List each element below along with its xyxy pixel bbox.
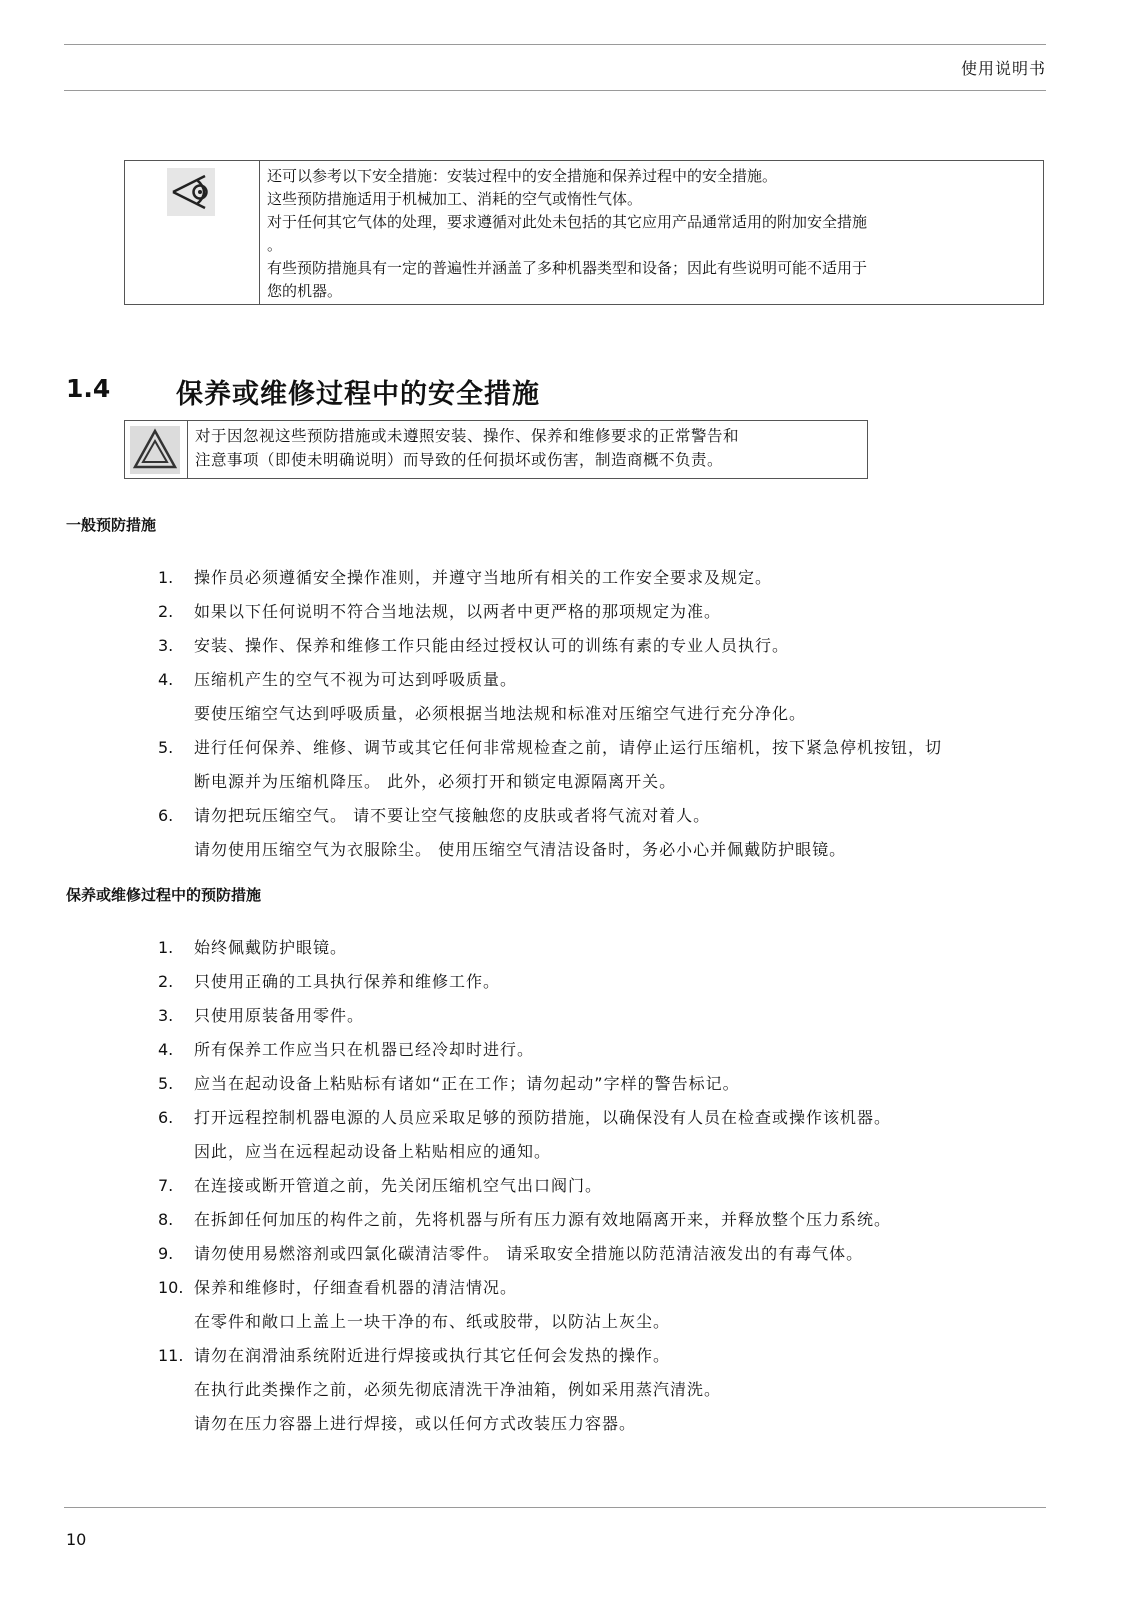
list-item [158, 1203, 891, 1237]
item-number: 5. [158, 1074, 174, 1093]
page-number: 10 [66, 1530, 87, 1549]
list-item [158, 595, 942, 629]
item-number: 5. [158, 738, 174, 757]
note-text [267, 165, 1035, 303]
item-number: 6. [158, 1108, 174, 1127]
warning-triangle-icon [130, 426, 180, 474]
item-number: 6. [158, 806, 174, 825]
note-line: 。 [267, 236, 283, 254]
note-line: 这些预防措施适用于机械加工、消耗的空气或惰性气体。 [267, 190, 643, 208]
item-text: 请勿把玩压缩空气。 请不要让空气接触您的皮肤或者将气流对着人。 [194, 806, 711, 825]
section-title: 保养或维修过程中的安全措施 [176, 379, 540, 410]
list-item [158, 561, 942, 595]
item-text-continued: 要使压缩空气达到呼吸质量，必须根据当地法规和标准对压缩空气进行充分净化。 [194, 704, 807, 723]
document-title: 使用说明书 [960, 59, 1046, 78]
section-number: 1.4 [66, 374, 111, 403]
item-text: 应当在起动设备上粘贴标有诸如“正在工作；请勿起动”字样的警告标记。 [194, 1074, 740, 1093]
list-item [158, 629, 942, 663]
note-line: 对于任何其它气体的处理，要求遵循对此处未包括的其它应用产品通常适用的附加安全措施 [267, 213, 868, 231]
warning-box [124, 420, 868, 479]
item-text: 请勿使用易燃溶剂或四氯化碳清洁零件。 请采取安全措施以防范清洁液发出的有毒气体。 [194, 1244, 864, 1263]
item-number: 9. [158, 1244, 174, 1263]
item-text: 保养和维修时，仔细查看机器的清洁情况。 [194, 1278, 518, 1297]
item-number: 3. [158, 636, 174, 655]
item-text: 操作员必须遵循安全操作准则，并遵守当地所有相关的工作安全要求及规定。 [194, 568, 773, 587]
item-number: 4. [158, 670, 174, 689]
item-text: 压缩机产生的空气不视为可达到呼吸质量。 [194, 670, 518, 689]
item-text: 如果以下任何说明不符合当地法规，以两者中更严格的那项规定为准。 [194, 602, 722, 621]
header-rule-bottom [64, 90, 1046, 91]
item-text: 在连接或断开管道之前，先关闭压缩机空气出口阀门。 [194, 1176, 603, 1195]
item-text: 打开远程控制机器电源的人员应采取足够的预防措施，以确保没有人员在检查或操作该机器。 [194, 1108, 892, 1127]
maintenance-precautions-list [158, 931, 891, 1441]
item-text-continued: 因此，应当在远程起动设备上粘贴相应的通知。 [194, 1142, 552, 1161]
item-text: 进行任何保养、维修、调节或其它任何非常规检查之前，请停止运行压缩机，按下紧急停机按钮，切 [194, 738, 943, 757]
general-precautions-list [158, 561, 942, 867]
list-item [158, 1067, 891, 1101]
list-item [158, 1033, 891, 1067]
eye-icon [167, 168, 215, 216]
warning-icon-cell [125, 421, 188, 478]
item-text: 在拆卸任何加压的构件之前，先将机器与所有压力源有效地隔离开来，并释放整个压力系统。 [194, 1210, 892, 1229]
warning-line: 对于因忽视这些预防措施或未遵照安装、操作、保养和维修要求的正常警告和 [195, 427, 740, 445]
item-number: 1. [158, 568, 174, 587]
item-number: 1. [158, 938, 174, 957]
item-number: 2. [158, 602, 174, 621]
item-text: 只使用正确的工具执行保养和维修工作。 [194, 972, 501, 991]
item-text: 安装、操作、保养和维修工作只能由经过授权认可的训练有素的专业人员执行。 [194, 636, 790, 655]
item-text-continued: 请勿使用压缩空气为衣服除尘。 使用压缩空气清洁设备时，务必小心并佩戴防护眼镜。 [194, 840, 847, 859]
general-precautions-heading: 一般预防措施 [66, 516, 157, 534]
item-number: 2. [158, 972, 174, 991]
warning-text [195, 424, 739, 472]
list-item [158, 799, 942, 867]
list-item [158, 1169, 891, 1203]
note-line: 有些预防措施具有一定的普遍性并涵盖了多种机器类型和设备；因此有些说明可能不适用于 [267, 259, 868, 277]
item-text-continued: 在执行此类操作之前，必须先彻底清洗干净油箱，例如采用蒸汽清洗。 [194, 1380, 722, 1399]
warning-line: 注意事项（即使未明确说明）而导致的任何损坏或伤害，制造商概不负责。 [195, 451, 724, 469]
item-number: 3. [158, 1006, 174, 1025]
item-text-continued: 请勿在压力容器上进行焊接，或以任何方式改装压力容器。 [194, 1414, 637, 1433]
item-text: 请勿在润滑油系统附近进行焊接或执行其它任何会发热的操作。 [194, 1346, 671, 1365]
item-number: 7. [158, 1176, 174, 1195]
list-item [158, 663, 942, 731]
maintenance-precautions-heading: 保养或维修过程中的预防措施 [66, 886, 262, 904]
note-line: 您的机器。 [267, 282, 343, 300]
note-line: 还可以参考以下安全措施：安装过程中的安全措施和保养过程中的安全措施。 [267, 167, 778, 185]
item-text: 始终佩戴防护眼镜。 [194, 938, 348, 957]
item-text: 只使用原装备用零件。 [194, 1006, 365, 1025]
item-number: 8. [158, 1210, 174, 1229]
footer-rule [64, 1507, 1046, 1508]
list-item [158, 1271, 891, 1339]
item-number: 10. [158, 1278, 184, 1297]
list-item [158, 999, 891, 1033]
item-number: 4. [158, 1040, 174, 1059]
note-icon-cell [125, 161, 260, 304]
list-item [158, 965, 891, 999]
note-box [124, 160, 1044, 305]
list-item [158, 1237, 891, 1271]
item-text-continued: 在零件和敞口上盖上一块干净的布、纸或胶带，以防沾上灰尘。 [194, 1312, 671, 1331]
list-item [158, 731, 942, 799]
item-text-continued: 断电源并为压缩机降压。 此外，必须打开和锁定电源隔离开关。 [194, 772, 677, 791]
header-rule-top [64, 44, 1046, 45]
item-text: 所有保养工作应当只在机器已经冷却时进行。 [194, 1040, 535, 1059]
list-item [158, 931, 891, 965]
list-item [158, 1101, 891, 1169]
list-item [158, 1339, 891, 1441]
item-number: 11. [158, 1346, 184, 1365]
